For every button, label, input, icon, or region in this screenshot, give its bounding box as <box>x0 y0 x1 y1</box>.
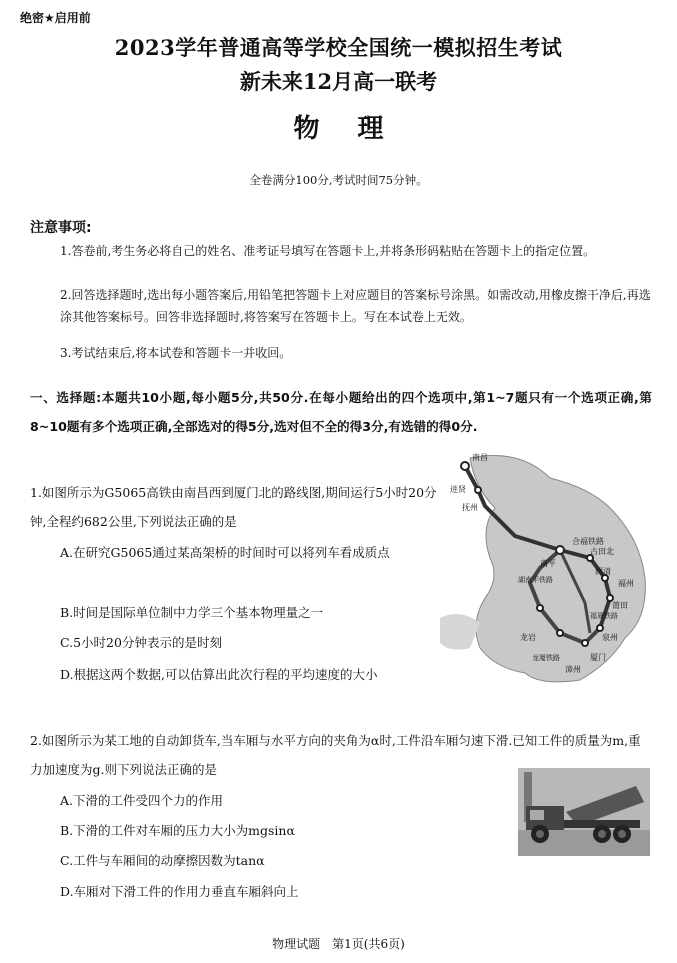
map-label: 漳州 <box>565 665 581 674</box>
map-label: 泉州 <box>602 633 618 642</box>
map-label: 湖南平铁路 <box>518 576 553 584</box>
exam-title: 2023学年普通高等学校全国统一模拟招生考试 <box>114 35 563 60</box>
section-heading: 一、选择题:本题共10小题,每小题5分,共50分.在每小题给出的四个选项中,第1~7题只有一个选项正确,第8~10题有多个选项正确,全部选对的得5分,选对但不全的得3分,有选错的得0分. <box>30 390 652 434</box>
map-label: 福夏铁路 <box>590 612 618 620</box>
dump-truck-photo <box>518 768 650 856</box>
map-label: 古田北 <box>590 547 614 556</box>
map-label: 莆田 <box>612 601 628 610</box>
exam-subtitle: 新未来12月高一联考 <box>239 69 438 94</box>
q2-option-a: A.下滑的工件受四个力的作用 <box>60 793 224 808</box>
question-1-stem: 1.如图所示为G5065高铁由南昌西到厦门北的路线图,期间运行5小时20分钟,全程约682公里,下列说法正确的是 <box>30 485 437 529</box>
railway-route-map <box>440 448 650 688</box>
map-label: 抚州 <box>462 503 478 512</box>
q1-option-a: A.在研究G5065通过某高架桥的时间时可以将列车看成质点 <box>60 545 390 560</box>
q1-option-b: B.时间是国际单位制中力学三个基本物理量之一 <box>60 605 324 620</box>
note-item: 3.考试结束后,将本试卷和答题卡一并收回。 <box>60 346 292 360</box>
map-label: 南平 <box>540 559 556 568</box>
map-label: 厦门 <box>590 653 606 662</box>
q1-option-c: C.5小时20分钟表示的是时刻 <box>60 635 222 650</box>
q2-option-b: B.下滑的工件对车厢的压力大小为mgsinα <box>60 823 295 838</box>
map-label: 福州 <box>618 579 634 588</box>
q2-option-c: C.工件与车厢间的动摩擦因数为tanα <box>60 853 265 868</box>
subject-title: 物理 <box>293 114 422 144</box>
notes-heading: 注意事项: <box>30 220 92 236</box>
question-2-stem: 2.如图所示为某工地的自动卸货车,当车厢与水平方向的夹角为α时,工件沿车厢匀速下滑.已知工件的质量为m,重力加速度为g.则下列说法正确的是 <box>30 733 641 777</box>
confidential-label: 绝密★启用前 <box>20 11 91 25</box>
map-label: 合福铁路 <box>572 537 604 546</box>
map-label: 南昌 <box>472 453 488 462</box>
exam-meta: 全卷满分100分,考试时间75分钟。 <box>249 173 428 187</box>
map-label: 闽清 <box>595 567 611 576</box>
note-item: 1.答卷前,考生务必将自己的姓名、准考证号填写在答题卡上,并将条形码粘贴在答题卡上的指定位置。 <box>60 244 596 258</box>
map-label: 龙厦铁路 <box>532 654 560 662</box>
map-label: 龙岩 <box>520 633 536 642</box>
page-footer: 物理试题 第1页(共6页) <box>272 937 405 951</box>
q2-option-d: D.车厢对下滑工件的作用力垂直车厢斜向上 <box>60 884 299 899</box>
note-item: 2.回答选择题时,选出每小题答案后,用铅笔把答题卡上对应题目的答案标号涂黑。如需改动,用橡皮擦干净后,再选涂其他答案标号。回答非选择题时,将答案写在答题卡上。写在本试卷上无效。 <box>60 288 651 324</box>
map-label: 进贤 <box>450 485 466 494</box>
q1-option-d: D.根据这两个数据,可以估算出此次行程的平均速度的大小 <box>60 667 378 682</box>
